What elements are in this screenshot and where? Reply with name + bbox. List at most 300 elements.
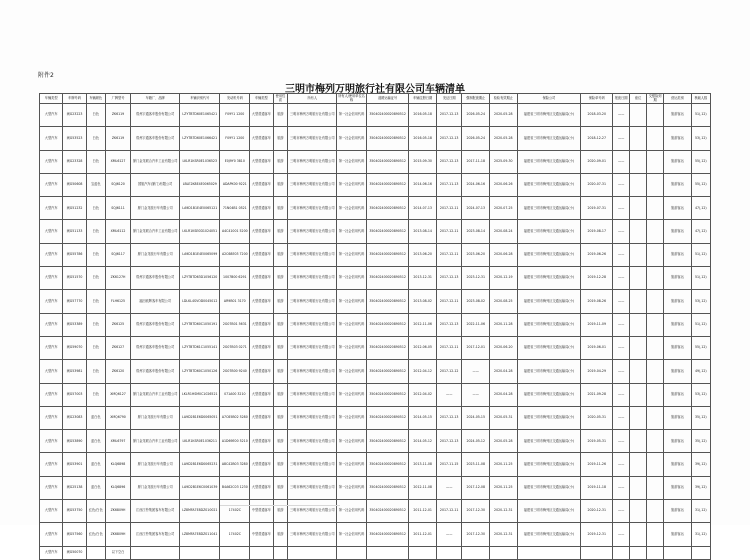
table-cell xyxy=(647,104,664,127)
table-cell: 第一社会信用代码 xyxy=(337,267,367,290)
table-cell: FLH6125 xyxy=(105,290,130,313)
table-cell: E0J9Y0 3810 xyxy=(220,150,250,173)
table-cell: 2020-05-28 xyxy=(490,127,518,150)
table-cell: 350402400020890512 xyxy=(366,383,408,406)
table-cell: ZK6119 xyxy=(105,104,130,127)
table-cell xyxy=(647,243,664,266)
table-cell: 55(,12) xyxy=(691,173,710,196)
column-header: 车辆识别代号 xyxy=(180,94,220,104)
table-cell: —— xyxy=(613,500,630,523)
column-header: 报废日期 xyxy=(613,94,630,104)
column-header: 所有人/使用单位名称 xyxy=(338,93,365,102)
table-cell: 2017-12-11 xyxy=(436,243,461,266)
table-cell: 2012-06-05 xyxy=(409,336,437,359)
table-cell: 2024-05-15 xyxy=(462,406,490,429)
table-cell: 福建省三明市梅列区交通运输局(小) xyxy=(517,476,581,499)
table-cell: 第一社会信用代码 xyxy=(337,383,367,406)
table-cell: 2013-08-02 xyxy=(409,290,437,313)
table-cell: 第一社会信用代码 xyxy=(337,476,367,499)
table-cell: 2014-06-16 xyxy=(409,173,437,196)
table-cell xyxy=(647,313,664,336)
table-cell: LKLR1KSE0D1024051 xyxy=(180,220,220,243)
table-cell: 2011-12-01 xyxy=(409,523,437,546)
table-cell: 江西江铃集团客车有限公司 xyxy=(131,523,180,546)
table-cell: —— xyxy=(613,523,630,546)
table-cell xyxy=(647,290,664,313)
table-cell: 大型普通客车 xyxy=(250,150,273,173)
table-cell: 蓝白色 xyxy=(86,476,105,499)
column-header: 车辆颜色 xyxy=(86,94,105,104)
table-cell xyxy=(409,546,437,559)
table-cell: 2017-12-01 xyxy=(462,336,490,359)
table-cell: 2017-12-12 xyxy=(436,360,461,383)
table-cell: XML6112 xyxy=(105,220,130,243)
table-cell: 2020-06-26 xyxy=(490,173,518,196)
table-cell: 2017-12-13 xyxy=(436,267,461,290)
table-cell: 厦门金龙旅行车有限公司 xyxy=(131,197,180,220)
table-cell: —— xyxy=(436,383,461,406)
table-cell: 第一社会信用代码 xyxy=(337,430,367,453)
table-cell: 2012-04-12 xyxy=(409,360,437,383)
table-cell: 旅游 xyxy=(273,313,288,336)
table-cell: 三明市梅列万明旅行社有限公司 xyxy=(288,127,337,150)
table-cell: 53(,12) xyxy=(691,290,710,313)
table-cell: 2018-12-27 xyxy=(581,127,613,150)
table-cell xyxy=(630,476,647,499)
table-cell: 闽G23328 xyxy=(63,150,86,173)
table-cell xyxy=(647,197,664,220)
table-cell: 白色 xyxy=(86,104,105,127)
table-cell xyxy=(647,127,664,150)
table-cell xyxy=(630,406,647,429)
table-cell: 大型汽车 xyxy=(40,290,63,313)
table-cell: 白色 xyxy=(86,197,105,220)
table-cell: 2020-05-31 xyxy=(490,406,518,429)
table-cell: 350402400020890512 xyxy=(366,523,408,546)
column-header: 车辆注册日期 xyxy=(409,94,437,104)
table-cell: 51(,12) xyxy=(691,243,710,266)
table-cell xyxy=(288,546,337,559)
table-cell: 闽G57770 xyxy=(63,290,86,313)
table-cell: A7C65B02 5280 xyxy=(220,406,250,429)
table-cell: XMQ6790 xyxy=(105,406,130,429)
table-cell: 大型汽车 xyxy=(40,104,63,127)
column-header: 发动机号码 xyxy=(220,94,250,104)
table-cell: 三明市梅列万明旅行社有限公司 xyxy=(288,290,337,313)
table-cell: 大型普通客车 xyxy=(250,476,273,499)
table-cell xyxy=(131,546,180,559)
table-cell xyxy=(647,476,664,499)
table-cell: LZYTBTD60C1050191 xyxy=(180,313,220,336)
table-cell: 三明市梅列万明旅行社有限公司 xyxy=(288,430,337,453)
table-cell: 2013-06-20 xyxy=(409,243,437,266)
table-cell xyxy=(647,173,664,196)
table-cell xyxy=(647,546,664,559)
table-cell: 2020-05-28 xyxy=(490,430,518,453)
table-row xyxy=(40,336,711,359)
table-cell: 第一社会信用代码 xyxy=(337,523,367,546)
table-cell xyxy=(630,336,647,359)
table-cell: 2023-11-08 xyxy=(462,453,490,476)
table-cell: 闽G51232 xyxy=(63,197,86,220)
table-cell: 2019-11-18 xyxy=(581,476,613,499)
table-cell xyxy=(462,546,490,559)
table-cell: 350402400020890512 xyxy=(366,127,408,150)
table-cell: 红色/白色 xyxy=(86,500,105,523)
table-cell: 2020-07-25 xyxy=(490,197,518,220)
table-cell: 2023-12-31 xyxy=(462,267,490,290)
table-row xyxy=(40,197,711,220)
table-cell: 2018-03-20 xyxy=(581,104,613,127)
table-cell: 第一社会信用代码 xyxy=(337,290,367,313)
table-cell: 闽G53981 xyxy=(63,360,86,383)
attachment-label: 附件2 xyxy=(38,72,54,79)
column-header: 车辆类型 xyxy=(250,94,273,104)
table-cell: 闽G23083 xyxy=(63,406,86,429)
table-cell: 2019-11-09 xyxy=(581,313,613,336)
table-cell: XML6797 xyxy=(105,430,130,453)
table-cell: —— xyxy=(613,197,630,220)
table-cell: 闽G50608 xyxy=(63,173,86,196)
table-cell: 第一社会信用代码 xyxy=(337,173,367,196)
table-cell: —— xyxy=(462,383,490,406)
table-cell: 2020-08-25 xyxy=(490,290,518,313)
table-cell: 旅游 xyxy=(273,267,288,290)
table-cell: 郑州宇通客车股份有限公司 xyxy=(131,127,180,150)
table-cell: 2017-12-11 xyxy=(436,290,461,313)
table-cell: 旅游客运 xyxy=(664,336,692,359)
table-cell: 大型汽车 xyxy=(40,453,63,476)
table-cell: 2020-12-19 xyxy=(490,267,518,290)
table-cell: 2020-08-24 xyxy=(490,220,518,243)
table-cell: 第一社会信用代码 xyxy=(337,500,367,523)
table-cell xyxy=(664,546,692,559)
column-header: 车牌号码 xyxy=(63,94,86,104)
table-cell: 旅游 xyxy=(273,406,288,429)
table-cell: 350402400020890512 xyxy=(366,336,408,359)
table-cell: 旅游 xyxy=(273,523,288,546)
table-cell: 47(,12) xyxy=(691,220,710,243)
table-cell: 2015-09-30 xyxy=(409,150,437,173)
table-cell: ZK6809H xyxy=(105,523,130,546)
table-cell: 2013-11-08 xyxy=(409,453,437,476)
table-cell: 350402400020890512 xyxy=(366,197,408,220)
table-cell: —— xyxy=(613,383,630,406)
table-cell: 53(,12) xyxy=(691,127,710,150)
table-cell xyxy=(647,406,664,429)
table-cell: 旅游 xyxy=(273,360,288,383)
table-row xyxy=(40,173,711,196)
table-cell: 旅游客运 xyxy=(664,243,692,266)
table-cell: 2G07B03 0271 xyxy=(220,336,250,359)
table-row xyxy=(40,523,711,546)
table-cell: 旅游 xyxy=(273,476,288,499)
table-cell: 31(,12) xyxy=(691,500,710,523)
table-cell xyxy=(630,523,647,546)
table-cell: —— xyxy=(613,127,630,150)
table-cell: 郑州宇通客车股份有限公司 xyxy=(131,336,180,359)
table-cell: 白色 xyxy=(86,267,105,290)
table-cell: 大型普通客车 xyxy=(250,104,273,127)
table-cell: 大型汽车 xyxy=(40,267,63,290)
table-cell: 大型汽车 xyxy=(40,523,63,546)
column-header: 检验有效期止 xyxy=(490,94,518,104)
table-cell: 厦门金龙联合汽车工业有限公司 xyxy=(131,430,180,453)
table-row xyxy=(40,290,711,313)
column-header: 车辆类型 xyxy=(40,94,63,104)
table-cell xyxy=(630,173,647,196)
table-cell xyxy=(647,430,664,453)
column-header: 核载人数 xyxy=(691,94,710,104)
table-cell: LZYTBTD63D1056120 xyxy=(180,267,220,290)
table-cell: 旅游客运 xyxy=(664,500,692,523)
table-cell: 三明市梅列万明旅行社有限公司 xyxy=(288,313,337,336)
table-cell: 福建省三明市梅列区交通运输局(小) xyxy=(517,336,581,359)
table-cell xyxy=(517,546,581,559)
table-cell: 闽G51133 xyxy=(63,220,86,243)
table-cell: 2020-07-31 xyxy=(581,173,613,196)
table-cell: —— xyxy=(613,104,630,127)
table-cell: 蓝白色 xyxy=(86,453,105,476)
table-cell: 三明市梅列万明旅行社有限公司 xyxy=(288,150,337,173)
table-cell: 厦门金龙联合汽车工业有限公司 xyxy=(131,150,180,173)
table-cell: 2017-12-11 xyxy=(436,220,461,243)
table-cell: 旅游客运 xyxy=(664,360,692,383)
table-cell: 35(,12) xyxy=(691,430,710,453)
table-cell: 17402C xyxy=(220,500,250,523)
table-cell: 中型普通客车 xyxy=(250,523,273,546)
table-cell xyxy=(581,546,613,559)
table-row xyxy=(40,500,711,523)
table-cell: 2017-12-11 xyxy=(436,500,461,523)
table-cell: 三明市梅列万明旅行社有限公司 xyxy=(288,383,337,406)
table-cell: 福田欧辉客车有限公司 xyxy=(131,290,180,313)
table-cell: 第一社会信用代码 xyxy=(337,406,367,429)
table-cell: 福建省三明市梅列区交通运输局(小) xyxy=(517,290,581,313)
table-cell: 福建省三明市梅列区交通运输局(小) xyxy=(517,313,581,336)
table-cell: 厦门金龙旅行车有限公司 xyxy=(131,243,180,266)
table-cell xyxy=(630,500,647,523)
table-cell: 三明市梅列万明旅行社有限公司 xyxy=(288,500,337,523)
table-cell: 三明市梅列万明旅行社有限公司 xyxy=(288,360,337,383)
table-cell: 大型普通客车 xyxy=(250,220,273,243)
table-cell: 大型汽车 xyxy=(40,127,63,150)
table-cell: 闽G50070 xyxy=(63,546,86,559)
table-cell: F09Y1 1200 xyxy=(220,104,250,127)
table-cell: 39(,12) xyxy=(691,453,710,476)
table-cell: 350402400020890512 xyxy=(366,150,408,173)
column-header: 厂牌型号 xyxy=(105,94,130,104)
table-row xyxy=(40,150,711,173)
table-cell: 三明市梅列万明旅行社有限公司 xyxy=(288,453,337,476)
table-cell: LZYTBTD60E1065421 xyxy=(180,104,220,127)
table-cell: 以下空白 xyxy=(105,546,130,559)
table-cell: 2014-05-12 xyxy=(409,430,437,453)
table-header-row xyxy=(40,94,711,104)
table-cell: XMQ6127 xyxy=(105,383,130,406)
table-cell: 39(,12) xyxy=(691,476,710,499)
table-cell: 三明市梅列万明旅行社有限公司 xyxy=(288,267,337,290)
table-cell: 大型汽车 xyxy=(40,243,63,266)
table-cell: KLQ6898 xyxy=(105,453,130,476)
table-cell: 2020-12-31 xyxy=(490,523,518,546)
table-cell: 2017-12-30 xyxy=(462,500,490,523)
table-cell: ZK6125 xyxy=(105,313,130,336)
table-cell: 2020-06-20 xyxy=(490,336,518,359)
table-cell: ZK6127H xyxy=(105,267,130,290)
table-cell: 51(,12) xyxy=(691,104,710,127)
table-cell: 350402400020890512 xyxy=(366,243,408,266)
table-cell: 350402400020890512 xyxy=(366,476,408,499)
table-cell: 白色 xyxy=(86,243,105,266)
table-cell: 福建省三明市梅列区交通运输局(小) xyxy=(517,243,581,266)
table-cell: 第一社会信用代码 xyxy=(337,127,367,150)
table-cell: LA9D1B1E4E0065121 xyxy=(180,197,220,220)
table-cell: 2020-05-28 xyxy=(490,104,518,127)
table-cell: 2019-06-01 xyxy=(581,336,613,359)
table-cell: 三明市梅列万明旅行社有限公司 xyxy=(288,336,337,359)
table-cell: ZK6127 xyxy=(105,336,130,359)
table-cell: 大型普通客车 xyxy=(250,127,273,150)
table-cell: 2017-12-08 xyxy=(462,476,490,499)
table-cell: 第一社会信用代码 xyxy=(337,197,367,220)
table-cell: 旅游客运 xyxy=(664,290,692,313)
table-cell: 大型汽车 xyxy=(40,546,63,559)
table-cell: 郑州宇通客车股份有限公司 xyxy=(131,267,180,290)
table-cell: 蓝白色 xyxy=(86,406,105,429)
table-cell: 2020-12-31 xyxy=(581,500,613,523)
table-cell: 大型汽车 xyxy=(40,220,63,243)
table-cell: 三明市梅列万明旅行社有限公司 xyxy=(288,104,337,127)
table-cell: SQJ6117 xyxy=(105,243,130,266)
table-cell: B4A62C03 1230 xyxy=(220,476,250,499)
table-cell: 旅游 xyxy=(273,173,288,196)
table-cell: 闽G59070 xyxy=(63,336,86,359)
table-cell xyxy=(691,546,710,559)
table-cell: 2020-05-31 xyxy=(581,406,613,429)
table-cell: 2020-11-25 xyxy=(490,453,518,476)
table-cell: SQJ6120 xyxy=(105,173,130,196)
table-cell: 大型汽车 xyxy=(40,150,63,173)
table-cell: 2012-04-02 xyxy=(409,383,437,406)
table-cell: 350402400020890512 xyxy=(366,360,408,383)
table-cell: 2019-12-28 xyxy=(581,267,613,290)
column-header: 使用性质 xyxy=(273,94,288,104)
table-cell: 国旅汽车(厦门)有限公司 xyxy=(131,173,180,196)
table-row xyxy=(40,546,711,559)
table-cell: 2024-05-12 xyxy=(462,430,490,453)
table-row xyxy=(40,127,711,150)
table-cell: 旅游客运 xyxy=(664,523,692,546)
table-cell: LA9D1B1E4E0065099 xyxy=(180,243,220,266)
table-cell: 大型普通客车 xyxy=(250,430,273,453)
table-cell: 2020-06-28 xyxy=(490,243,518,266)
table-cell: 白色 xyxy=(86,383,105,406)
table-cell xyxy=(630,383,647,406)
table-cell: 2017-11-13 xyxy=(436,173,461,196)
table-cell: 2020-12-31 xyxy=(490,500,518,523)
table-cell: 大型汽车 xyxy=(40,197,63,220)
table-cell: 红色/白色 xyxy=(86,523,105,546)
table-row xyxy=(40,453,711,476)
table-cell: 大型普通客车 xyxy=(250,290,273,313)
table-cell: 2025-09-30 xyxy=(490,150,518,173)
document-title: 三明市梅列万明旅行社有限公司车辆清单 xyxy=(285,84,465,95)
table-cell: 2024-06-16 xyxy=(462,173,490,196)
table-cell: 1007B00 6291 xyxy=(220,267,250,290)
table-row xyxy=(40,360,711,383)
table-cell xyxy=(647,500,664,523)
table-cell: 51(,12) xyxy=(691,313,710,336)
table-cell: 2G07B01 5631 xyxy=(220,313,250,336)
table-cell: 350402400020890512 xyxy=(366,173,408,196)
table-cell: 350402400020890512 xyxy=(366,104,408,127)
table-cell: —— xyxy=(436,523,461,546)
table-cell: 旅游客运 xyxy=(664,150,692,173)
table-cell: —— xyxy=(613,430,630,453)
table-cell: 2023-08-14 xyxy=(462,220,490,243)
table-cell: 旅游客运 xyxy=(664,267,692,290)
table-cell: ZK6809H xyxy=(105,500,130,523)
table-cell: 旅游客运 xyxy=(664,430,692,453)
table-cell: —— xyxy=(613,173,630,196)
table-cell: LZYTBTD60C1050126 xyxy=(180,360,220,383)
table-cell: 白色 xyxy=(86,127,105,150)
table-cell xyxy=(630,290,647,313)
table-cell: 2017-12-13 xyxy=(436,313,461,336)
table-cell: 闽G25138 xyxy=(63,476,86,499)
table-cell: 第一社会信用代码 xyxy=(337,336,367,359)
table-row xyxy=(40,267,711,290)
table-cell: 大型普通客车 xyxy=(250,197,273,220)
table-cell: 071A00 3210 xyxy=(220,383,250,406)
table-cell: 福建省三明市梅列区交通运输局(小) xyxy=(517,430,581,453)
column-header: 车籍厂、品牌 xyxy=(131,94,180,104)
table-cell: 旅游客运 xyxy=(664,453,692,476)
table-cell: 三明市梅列万明旅行社有限公司 xyxy=(288,173,337,196)
table-cell: 闽G55786 xyxy=(63,243,86,266)
table-cell: 2021-09-28 xyxy=(581,383,613,406)
table-cell: A2C68E03 7200 xyxy=(220,243,250,266)
table-cell: 55(,12) xyxy=(691,150,710,173)
table-cell: 35(,12) xyxy=(691,406,710,429)
table-cell: 闽G53750 xyxy=(63,500,86,523)
column-header: 座位 xyxy=(630,94,647,104)
table-cell: 2017-12-30 xyxy=(462,523,490,546)
table-cell: 2017-12-13 xyxy=(436,127,461,150)
table-cell: 2017-12-11 xyxy=(436,336,461,359)
table-cell: —— xyxy=(613,313,630,336)
table-cell: 旅游客运 xyxy=(664,104,692,127)
table-cell: ZK6120 xyxy=(105,360,130,383)
table-cell: 第一社会信用代码 xyxy=(337,243,367,266)
table-cell: 2017-11-15 xyxy=(436,453,461,476)
table-cell: KLQ6896 xyxy=(105,476,130,499)
table-cell: LKLR1KSR0E1036523 xyxy=(180,150,220,173)
table-cell xyxy=(250,546,273,559)
table-cell: 2017-11-18 xyxy=(462,150,490,173)
table-cell: 福建省三明市梅列区交通运输局(小) xyxy=(517,267,581,290)
table-cell xyxy=(273,546,288,559)
table-cell: 江西江铃集团客车有限公司 xyxy=(131,500,180,523)
table-cell: 白色 xyxy=(86,290,105,313)
table-cell: 2019-12-31 xyxy=(581,523,613,546)
table-cell: 大型普通客车 xyxy=(250,453,273,476)
table-cell: 2016-05-18 xyxy=(409,127,437,150)
table-cell: 2G07B00 9240 xyxy=(220,360,250,383)
table-cell: 旅游 xyxy=(273,290,288,313)
table-cell: 旅游客运 xyxy=(664,313,692,336)
